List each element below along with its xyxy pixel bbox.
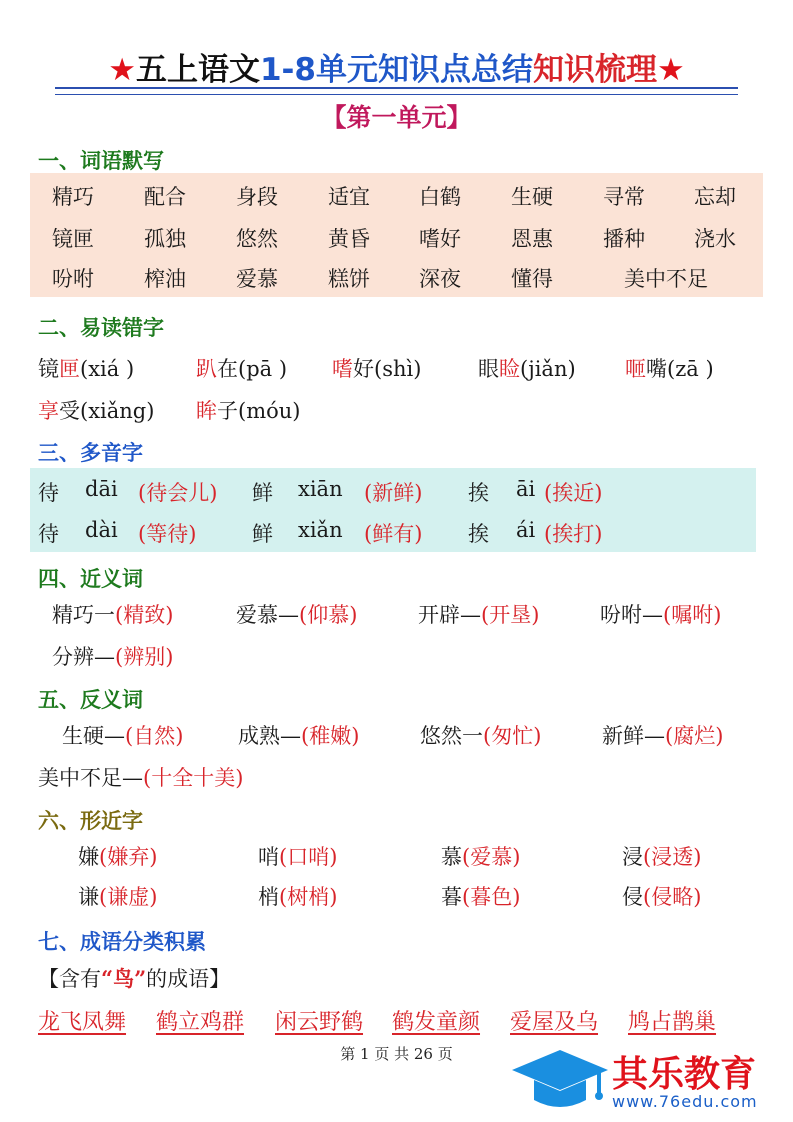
synonym-pair: 吩咐—(嘱咐)	[600, 603, 722, 627]
misread-char: 咂	[625, 357, 646, 381]
vocab-word: 浇水	[694, 227, 736, 251]
idiom-item: 爱屋及乌	[510, 1010, 599, 1035]
misread-item: 眸子(móu)	[196, 399, 301, 423]
similar-item: 暮(暮色)	[441, 885, 521, 909]
title-part-range: 1-8单元知识点总结	[259, 52, 533, 88]
logo-url: www.76edu.com	[612, 1092, 758, 1111]
antonym-pair: 新鲜—(腐烂)	[602, 724, 724, 748]
vocab-word: 悠然	[236, 227, 278, 251]
similar-item: 侵(侵略)	[622, 885, 702, 909]
polyphone-word: (新鲜)	[364, 481, 423, 505]
synonym-pair: 分辨—(辨别)	[52, 645, 174, 669]
misread-char: 眸	[196, 399, 217, 423]
star-icon: ★	[657, 52, 685, 88]
title-part-grade: 五上语文	[135, 52, 260, 88]
vocab-word: 吩咐	[52, 267, 94, 291]
vocab-box	[30, 173, 763, 297]
misread-item: 趴在(pā )	[196, 357, 288, 381]
polyphone-word: (挨打)	[544, 522, 603, 546]
pinyin: (xiǎng)	[80, 399, 155, 423]
antonym-pair: 美中不足—(十全十美)	[38, 766, 244, 790]
section-heading-vocab: 一、词语默写	[38, 149, 164, 173]
vocab-word: 适宜	[328, 185, 370, 209]
title-divider	[55, 87, 738, 95]
vocab-word: 寻常	[603, 185, 645, 209]
pinyin: (xiá )	[80, 357, 135, 381]
idiom-item: 闲云野鹤	[275, 1010, 364, 1035]
synonym-pair: 开辟—(开垦)	[418, 603, 540, 627]
similar-item: 梢(树梢)	[258, 885, 338, 909]
pinyin: xiǎn	[298, 518, 343, 542]
misread-char: 匣	[59, 357, 80, 381]
idiom-subheading: 【含有“鸟”的成语】	[38, 966, 231, 991]
vocab-word: 榨油	[144, 267, 186, 291]
vocab-word: 生硬	[511, 185, 553, 209]
pinyin: (zā )	[667, 357, 714, 381]
idiom-key-char: “鸟”	[101, 966, 147, 991]
similar-item: 嫌(嫌弃)	[78, 845, 158, 869]
polyphone-word: (挨近)	[544, 481, 603, 505]
vocab-word: 配合	[144, 185, 186, 209]
polyphone-box: 待 dāi (待会儿) 鲜 xiān (新鲜) 挨 āi (挨近) 待 dài (等待) 鲜 xiǎn (鲜有) 挨 ái (挨打)	[30, 468, 756, 552]
section-heading-polyphone: 三、多音字	[38, 441, 143, 465]
vocab-word: 播种	[603, 227, 645, 251]
vocab-word: 忘却	[694, 185, 736, 209]
pinyin: dāi	[85, 477, 118, 501]
pinyin: (shì)	[374, 357, 422, 381]
similar-item: 谦(谦虚)	[78, 885, 158, 909]
vocab-word: 糕饼	[328, 267, 370, 291]
vocab-word: 爱慕	[236, 267, 278, 291]
synonym-pair: 爱慕—(仰慕)	[236, 603, 358, 627]
misread-item: 咂嘴(zā )	[625, 357, 714, 381]
title-part-review: 知识梳理	[533, 52, 657, 88]
vocab-word: 黄昏	[328, 227, 370, 251]
section-heading-similar: 六、形近字	[38, 809, 143, 833]
vocab-word: 懂得	[511, 267, 553, 291]
polyphone-word: (等待)	[138, 522, 197, 546]
misread-char: 趴	[196, 357, 217, 381]
pinyin: (jiǎn)	[520, 357, 576, 381]
section-heading-antonyms: 五、反义词	[38, 688, 143, 712]
pinyin: dài	[85, 518, 118, 542]
section-heading-misread: 二、易读错字	[38, 316, 164, 340]
idiom-item: 鸠占鹊巢	[628, 1010, 717, 1035]
misread-char: 享	[38, 399, 59, 423]
vocab-word: 镜匣	[52, 227, 94, 251]
vocab-word: 孤独	[144, 227, 186, 251]
similar-item: 浸(浸透)	[622, 845, 702, 869]
pinyin: (pā )	[238, 357, 288, 381]
star-icon: ★	[108, 52, 136, 88]
pinyin: āi	[516, 477, 536, 501]
vocab-word: 精巧	[52, 185, 94, 209]
page-title	[0, 44, 793, 89]
logo-name: 其乐教育	[612, 1054, 757, 1095]
polyphone-word: (鲜有)	[364, 522, 423, 546]
misread-item: 镜匣(xiá )	[38, 357, 135, 381]
vocab-word: 嗜好	[419, 227, 461, 251]
vocab-word: 美中不足	[624, 267, 708, 291]
pinyin: xiān	[298, 477, 343, 501]
unit-title: 【第一单元】	[321, 103, 472, 132]
section-heading-idioms: 七、成语分类积累	[38, 930, 206, 954]
idiom-item: 鹤立鸡群	[156, 1010, 245, 1035]
pinyin: ái	[516, 518, 536, 542]
page-number: 第 1 页 共 26 页	[340, 1045, 453, 1063]
vocab-word: 身段	[236, 185, 278, 209]
antonym-pair: 生硬—(自然)	[62, 724, 184, 748]
vocab-word: 恩惠	[511, 227, 553, 251]
misread-item: 嗜好(shì)	[332, 357, 422, 381]
vocab-word: 深夜	[419, 267, 461, 291]
idiom-item: 鹤发童颜	[392, 1010, 481, 1035]
polyphone-word: (待会儿)	[138, 481, 218, 505]
misread-char: 嗜	[332, 357, 353, 381]
similar-item: 哨(口哨)	[258, 845, 338, 869]
similar-item: 慕(爱慕)	[441, 845, 521, 869]
idiom-item: 龙飞凤舞	[38, 1010, 127, 1035]
synonym-pair: 精巧一(精致)	[52, 603, 174, 627]
vocab-word: 白鹤	[419, 185, 461, 209]
antonym-pair: 成熟—(稚嫩)	[238, 724, 360, 748]
misread-item: 享受(xiǎng)	[38, 399, 155, 423]
section-heading-synonyms: 四、近义词	[38, 567, 143, 591]
misread-char: 睑	[499, 357, 520, 381]
antonym-pair: 悠然一(匆忙)	[420, 724, 542, 748]
pinyin: (móu)	[238, 399, 301, 423]
misread-item: 眼睑(jiǎn)	[478, 357, 576, 381]
